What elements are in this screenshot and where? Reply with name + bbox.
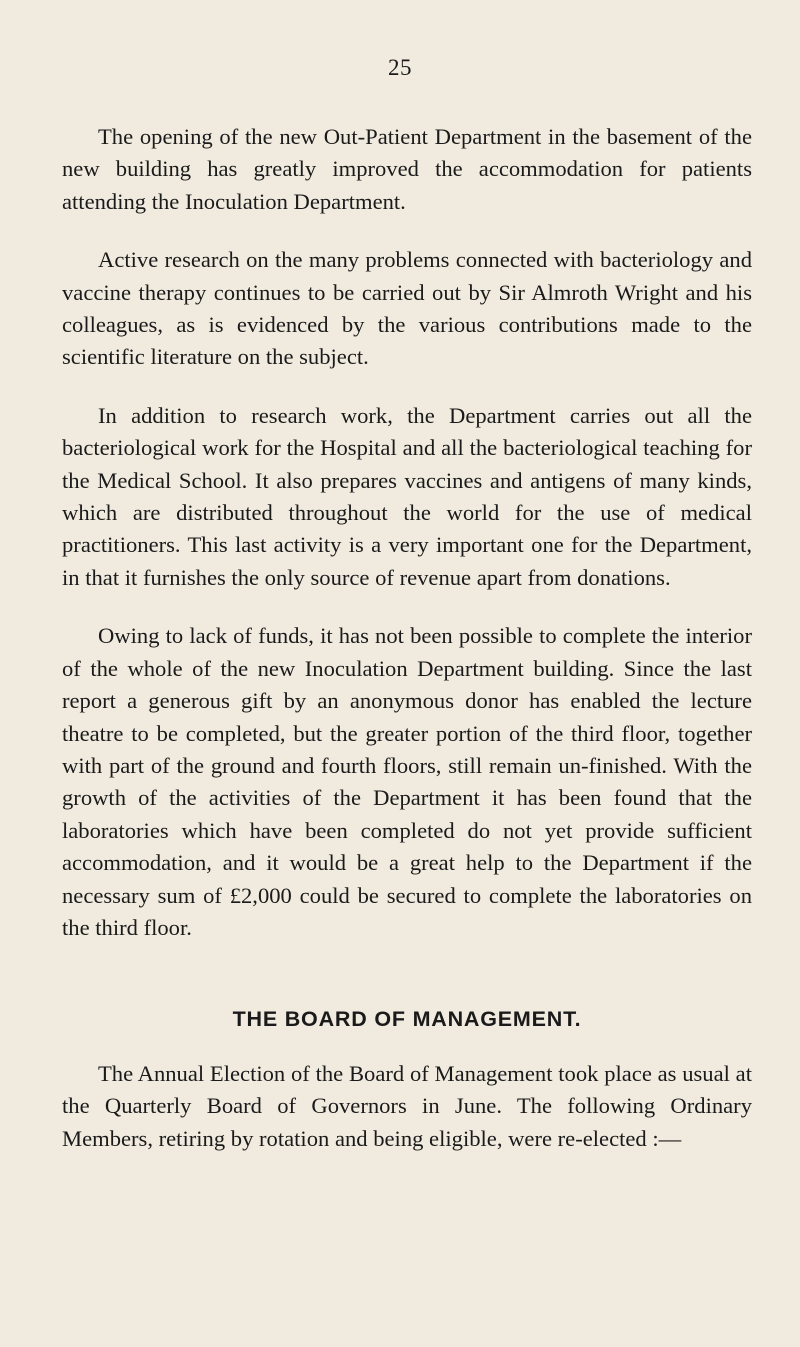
body-text (62, 121, 752, 1181)
page-number: 25 (388, 55, 412, 80)
paragraph-active-research: Active research on the many problems connected with bacteriology and vaccine therapy continues to be carried out by Sir Almroth Wright and his colleagues, as is evidenced by the various contributions made to the scientific literature on the subject. (62, 247, 752, 370)
paragraph-lack-of-funds: Owing to lack of funds, it has not been possible to complete the interior of the whole of the new Inoculation Department building. Since the last report a generous gift by an anonymous donor has enabled the lecture theatre to be completed, but the greater portion of the third floor, together with part of the ground and fourth floors, still remain un-finished. With the growth of the activities of the Department it has been found that the laboratories which have been completed do not yet provide sufficient accommodation, and it would be a great help to the Department if the necessary sum of £2,000 could be secured to complete the laboratories on the third floor. (62, 623, 752, 940)
paragraph-out-patient-department: The opening of the new Out-Patient Department in the basement of the new building has greatly improved the accommodation for patients attending the Inoculation Department. (62, 124, 752, 214)
section-heading-board-of-management: THE BOARD OF MANAGEMENT. (232, 1007, 582, 1032)
paragraph-annual-election: The Annual Election of the Board of Management took place as usual at the Quarterly Board of Governors in June. The following Ordinary Members, retiring by rotation and being eligible, were re-elected :— (62, 1060, 752, 1151)
paragraph-bacteriological-work: In addition to research work, the Department carries out all the bacteriological work for the Hospital and all the bacteriological teaching for the Medical School. It also prepares vaccines and antigens of many kinds, which are distributed throughout the world for the use of medical practitioners. This last activity is a very important one for the Department, in that it furnishes the only source of revenue apart from donations. (62, 402, 752, 590)
